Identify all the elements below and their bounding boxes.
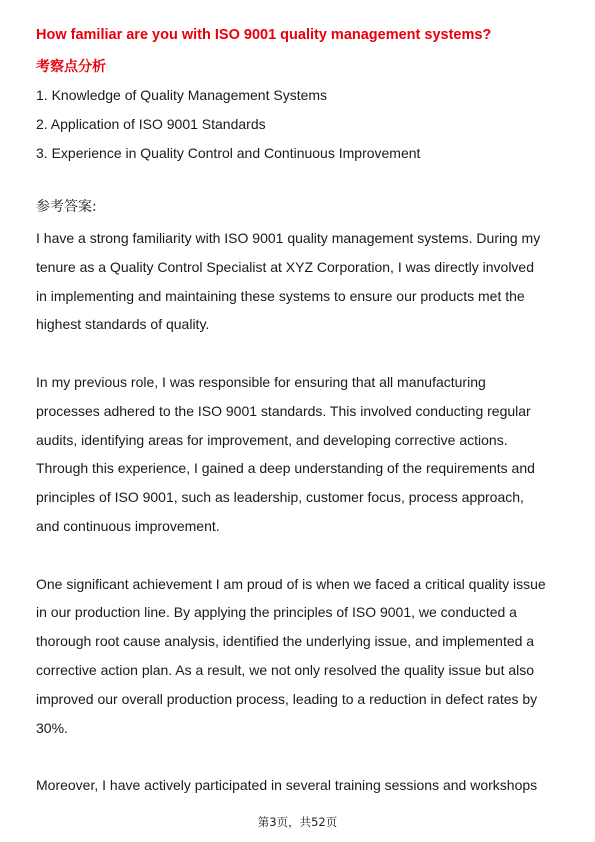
reference-answer-label: 参考答案: [36,199,97,215]
question-heading: How familiar are you with ISO 9001 quality management systems? [36,27,492,43]
answer-paragraph [36,771,566,800]
paragraph-line: tenure as a Quality Control Specialist at XYZ Corporation, I was directly involved [36,258,535,275]
paragraph-line: and continuous improvement. [36,517,220,534]
paragraph-line: thorough root cause analysis, identified the underlying issue, and implemented a [36,633,535,650]
answer-paragraph [36,224,566,339]
analysis-section-label: 考察点分析 [36,59,106,75]
paragraph-line: highest standards of quality. [36,316,210,333]
paragraph-line: processes adhered to the ISO 9001 standards. This involved conducting regular [36,402,531,419]
paragraph-line: I have a strong familiarity with ISO 9001 quality management systems. During my [36,230,541,246]
paragraph-line: One significant achievement I am proud of is when we faced a critical quality issue [36,575,546,592]
key-point-item: 3. Experience in Quality Control and Continuous Improvement [36,145,421,161]
paragraph-line: audits, identifying areas for improvement, and developing corrective actions. [36,431,508,448]
paragraph-line: In my previous role, I was responsible for ensuring that all manufacturing [36,373,486,390]
paragraph-line: corrective action plan. As a result, we not only resolved the quality issue but also [36,661,535,678]
page-number-footer: 第3页，共52页 [257,815,338,829]
key-point-item: 2. Application of ISO 9001 Standards [36,116,266,132]
paragraph-line: 30%. [36,719,68,736]
paragraph-line: improved our overall production process, leading to a reduction in defect rates by [36,690,538,707]
paragraph-line: Through this experience, I gained a deep understanding of the requirements and [36,460,535,477]
key-point-item: 1. Knowledge of Quality Management Systems [36,87,328,103]
paragraph-line: principles of ISO 9001, such as leadership, customer focus, process approach, [36,489,524,506]
paragraph-line: Moreover, I have actively participated in several training sessions and workshops [36,777,538,794]
answer-body [36,224,566,829]
answer-paragraph [36,368,566,541]
paragraph-line: in implementing and maintaining these systems to ensure our products met the [36,287,525,304]
answer-paragraph [36,570,566,743]
paragraph-line: in our production line. By applying the principles of ISO 9001, we conducted a [36,604,517,621]
key-points-list [36,81,566,168]
